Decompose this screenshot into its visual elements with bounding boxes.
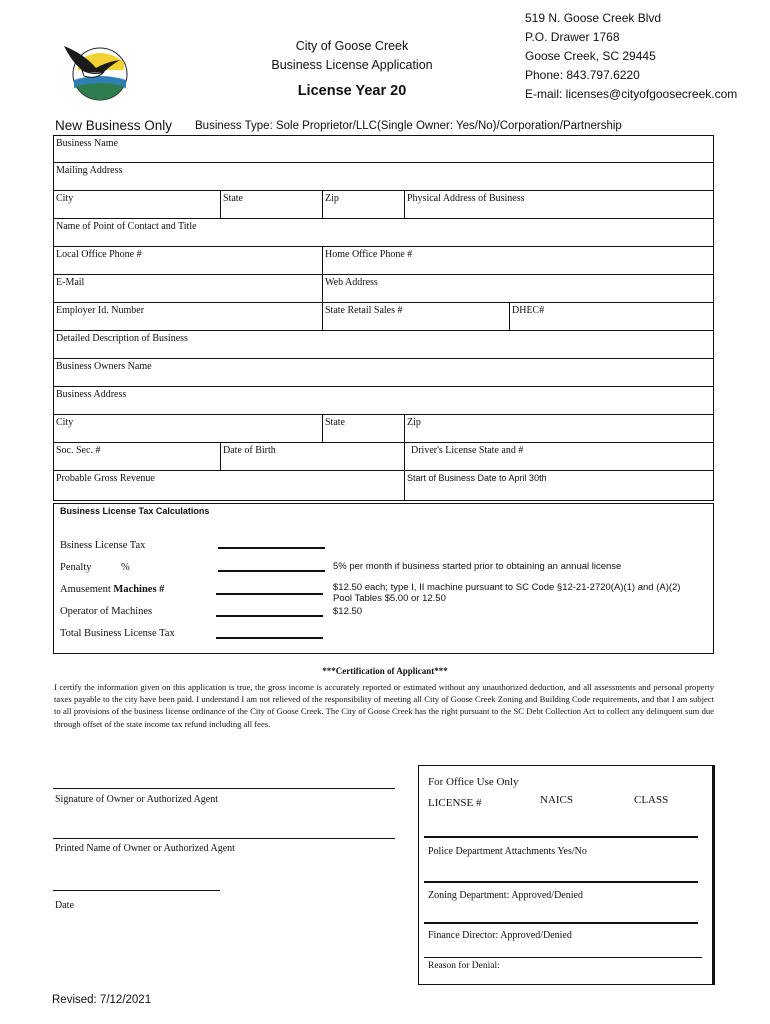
field-label: Start of Business Date to April 30th: [407, 473, 547, 483]
city-name: City of Goose Creek: [295, 39, 409, 53]
email-field[interactable]: [54, 275, 322, 302]
form-row: [54, 415, 713, 443]
field-label: State: [325, 417, 345, 428]
operator-input[interactable]: [216, 615, 323, 617]
form-row: [54, 359, 713, 387]
field-label: Zip: [325, 193, 339, 204]
form-subtitle: Business License Application: [271, 58, 433, 72]
physical-address-field[interactable]: [404, 191, 714, 218]
address-line: P.O. Drawer 1768: [525, 30, 620, 44]
penalty-percent: %: [121, 562, 130, 573]
field-label: City: [56, 193, 74, 204]
field-label: Probable Gross Revenue: [56, 473, 155, 484]
calc-title: Business License Tax Calculations: [60, 506, 210, 516]
form-row: [54, 275, 713, 303]
form-row: [54, 163, 713, 191]
business-address-field[interactable]: [54, 387, 713, 414]
web-address-field[interactable]: [322, 275, 714, 302]
field-label: DHEC#: [512, 305, 545, 316]
revised-date: Revised: 7/12/2021: [52, 994, 152, 1006]
field-label: Name of Point of Contact and Title: [56, 221, 197, 232]
date-label: Date: [55, 900, 74, 911]
penalty-label: Penalty: [60, 562, 92, 573]
form-row: [54, 443, 713, 471]
license-number-label: LICENSE #: [428, 797, 482, 809]
finance-line[interactable]: [424, 957, 702, 958]
police-department-label: Police Department Attachments Yes/No: [428, 846, 587, 857]
printed-name-line[interactable]: [53, 838, 395, 839]
field-label: Mailing Address: [56, 165, 123, 176]
zoning-line[interactable]: [424, 922, 698, 924]
local-phone-field[interactable]: [54, 247, 322, 274]
point-of-contact-field[interactable]: [54, 219, 713, 246]
certification-text: I certify the information given on this application is true, the gross income is accurately reported or estimated without any unauthorized deduction, and all assessments and personal property taxes payable to the city have been paid. I understand I am not relieved of the responsibility of meeting all City of Goose Creek Zoning and Building Code requirements, and that I am subject to all provisions of the business license ordinance of the City of Goose Creek. The City of Goose Creek has the right pursuant to the SC Debt Collection Act to collect any delinquent sum due through offset of the state income tax refund including all fees.: [54, 682, 714, 729]
amusement-prefix: Amusement: [60, 584, 111, 595]
license-year-title: License Year 20: [297, 83, 407, 99]
drivers-license-field[interactable]: [404, 443, 714, 470]
tax-calculation-section: [53, 503, 714, 654]
class-label: CLASS: [634, 794, 669, 806]
address-block: [525, 9, 737, 104]
denial-reason-label: Reason for Denial:: [428, 961, 500, 971]
license-line[interactable]: [424, 836, 698, 838]
email-line: E-mail: licenses@cityofgoosecreek.com: [525, 87, 738, 101]
license-tax-input[interactable]: [218, 547, 325, 549]
start-date-field[interactable]: [404, 471, 714, 500]
penalty-input[interactable]: [218, 570, 325, 572]
dhec-field[interactable]: [509, 303, 714, 330]
owner-zip-field[interactable]: [404, 415, 714, 442]
signature-label: Signature of Owner or Authorized Agent: [55, 794, 219, 805]
certification-title: ***Certification of Applicant***: [322, 666, 448, 676]
office-use-title: For Office Use Only: [428, 776, 519, 788]
total-tax-input[interactable]: [216, 637, 323, 639]
field-label: State Retail Sales #: [325, 305, 403, 316]
goose-logo-icon: [60, 40, 135, 102]
field-label: Detailed Description of Business: [56, 333, 188, 344]
field-label: Employer Id. Number: [56, 305, 145, 316]
phone-line: Phone: 843.797.6220: [525, 68, 640, 82]
form-row: [54, 471, 713, 500]
business-name-field[interactable]: [54, 136, 713, 162]
city-field[interactable]: [54, 191, 220, 218]
field-label: City: [56, 417, 74, 428]
owner-state-field[interactable]: [322, 415, 404, 442]
city-logo: [60, 40, 135, 102]
signature-line[interactable]: [53, 788, 395, 789]
home-phone-field[interactable]: [322, 247, 714, 274]
amusement-note: [333, 583, 680, 604]
description-field[interactable]: [54, 331, 713, 358]
form-row: [54, 247, 713, 275]
dob-field[interactable]: [220, 443, 404, 470]
owners-name-field[interactable]: [54, 359, 713, 386]
form-row: [54, 191, 713, 219]
penalty-note: 5% per month if business started prior to obtaining an annual license: [333, 561, 622, 572]
field-label: Home Office Phone #: [325, 249, 413, 260]
finance-director-label: Finance Director: Approved/Denied: [428, 930, 572, 941]
field-label: Business Owners Name: [56, 361, 152, 372]
field-label: Zip: [407, 417, 421, 428]
employer-id-field[interactable]: [54, 303, 322, 330]
date-line[interactable]: [53, 890, 220, 891]
zoning-department-label: Zoning Department: Approved/Denied: [428, 890, 583, 901]
police-line[interactable]: [424, 881, 698, 883]
state-retail-field[interactable]: [322, 303, 509, 330]
field-label: State: [223, 193, 243, 204]
operator-note: $12.50: [333, 606, 363, 617]
field-label: Soc. Sec. #: [56, 445, 101, 456]
mailing-address-field[interactable]: [54, 163, 713, 190]
field-label: E-Mail: [56, 277, 85, 288]
field-label: Driver's License State and #: [411, 445, 524, 456]
business-info-form: [53, 135, 714, 501]
address-line: 519 N. Goose Creek Blvd: [525, 11, 662, 25]
amusement-label: [60, 584, 164, 595]
amusement-input[interactable]: [216, 593, 323, 595]
field-label: Local Office Phone #: [56, 249, 142, 260]
naics-label: NAICS: [540, 794, 574, 806]
field-label: Business Name: [56, 138, 118, 149]
pool-tables-note: Pool Tables $5.00 or 12.50: [333, 592, 446, 604]
address-line: Goose Creek, SC 29445: [525, 49, 656, 63]
business-type-label: Business Type: Sole Proprietor/LLC(Single Owner: Yes/No)/Corporation/Partnership: [195, 120, 622, 132]
form-row: [54, 136, 713, 163]
office-use-box: [418, 765, 715, 985]
amusement-machines: Machines #: [113, 584, 165, 595]
printed-name-label: Printed Name of Owner or Authorized Agent: [55, 843, 235, 854]
owner-city-field[interactable]: [54, 415, 322, 442]
field-label: Physical Address of Business: [407, 193, 525, 204]
field-label: Date of Birth: [223, 445, 276, 456]
new-business-label: New Business Only: [55, 118, 173, 133]
form-row: [54, 387, 713, 415]
form-row: [54, 219, 713, 247]
zip-field[interactable]: [322, 191, 404, 218]
form-row: [54, 331, 713, 359]
gross-revenue-field[interactable]: [54, 471, 404, 500]
amusement-note-line: $12.50 each; type I, II machine pursuant to SC Code §12-21-2720(A)(1) and (A)(2): [333, 582, 681, 593]
form-row: [54, 303, 713, 331]
total-tax-label: Total Business License Tax: [60, 628, 175, 639]
field-label: Web Address: [325, 277, 378, 288]
field-label: Business Address: [56, 389, 127, 400]
license-tax-label: Bsiness License Tax: [60, 540, 146, 551]
ssn-field[interactable]: [54, 443, 220, 470]
state-field[interactable]: [220, 191, 322, 218]
operator-label: Operator of Machines: [60, 606, 153, 617]
